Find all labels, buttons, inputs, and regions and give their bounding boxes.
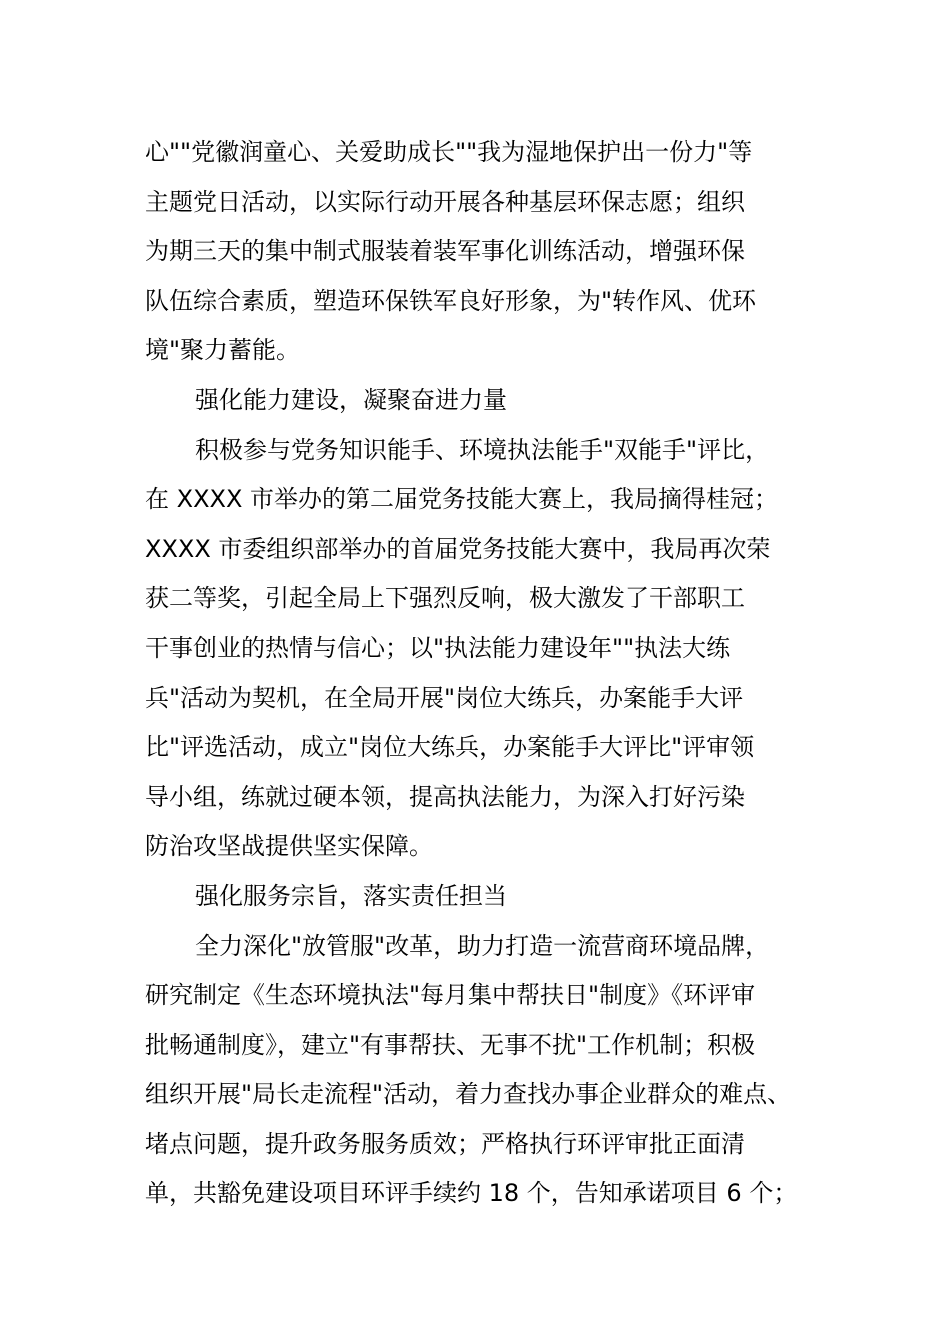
text-line: 防治攻坚战提供坚实保障。 xyxy=(145,832,433,861)
text-line: 批畅通制度》，建立"有事帮扶、无事不扰"工作机制；积极 xyxy=(145,1030,756,1059)
paragraph-first-line: 全力深化"放管服"改革，助力打造一流营商环境品牌， xyxy=(195,931,770,960)
text-line: 境"聚力蓄能。 xyxy=(145,336,301,365)
paragraph-first-line: 积极参与党务知识能手、环境执法能手"双能手"评比， xyxy=(195,435,770,464)
document-body xyxy=(145,128,835,1219)
paragraph-first-line: 强化能力建设，凝聚奋进力量 xyxy=(195,385,507,414)
text-line: 堵点问题，提升政务服务质效；严格执行环评审批正面清 xyxy=(145,1129,745,1158)
text-line: 导小组，练就过硬本领，提高执法能力，为深入打好污染 xyxy=(145,782,745,811)
text-line: 组织开展"局长走流程"活动，着力查找办事企业群众的难点、 xyxy=(145,1080,792,1109)
text-line: 研究制定《生态环境执法"每月集中帮扶日"制度》《环评审 xyxy=(145,981,756,1010)
text-line: 主题党日活动，以实际行动开展各种基层环保志愿；组织 xyxy=(145,187,745,216)
text-line: 在 XXXX 市举办的第二届党务技能大赛上，我局摘得桂冠； xyxy=(145,485,779,514)
text-line: 单，共豁免建设项目环评手续约 18 个，告知承诺项目 6 个； xyxy=(145,1179,798,1208)
text-line: 队伍综合素质，塑造环保铁军良好形象，为"转作风、优环 xyxy=(145,286,757,315)
text-line: 获二等奖，引起全局上下强烈反响，极大激发了干部职工 xyxy=(145,584,745,613)
text-line: 比"评选活动，成立"岗位大练兵，办案能手大评比"评审领 xyxy=(145,733,755,762)
paragraph-first-line: 强化服务宗旨，落实责任担当 xyxy=(195,881,507,910)
text-line: 干事创业的热情与信心；以"执法能力建设年""执法大练 xyxy=(145,633,731,662)
text-line: 心""党徽润童心、关爱助成长""我为湿地保护出一份力"等 xyxy=(145,138,753,166)
text-line: 兵"活动为契机，在全局开展"岗位大练兵，办案能手大评 xyxy=(145,683,744,712)
text-line: XXXX 市委组织部举办的首届党务技能大赛中，我局再次荣 xyxy=(145,534,771,563)
text-line: 为期三天的集中制式服装着装军事化训练活动，增强环保 xyxy=(145,237,745,266)
